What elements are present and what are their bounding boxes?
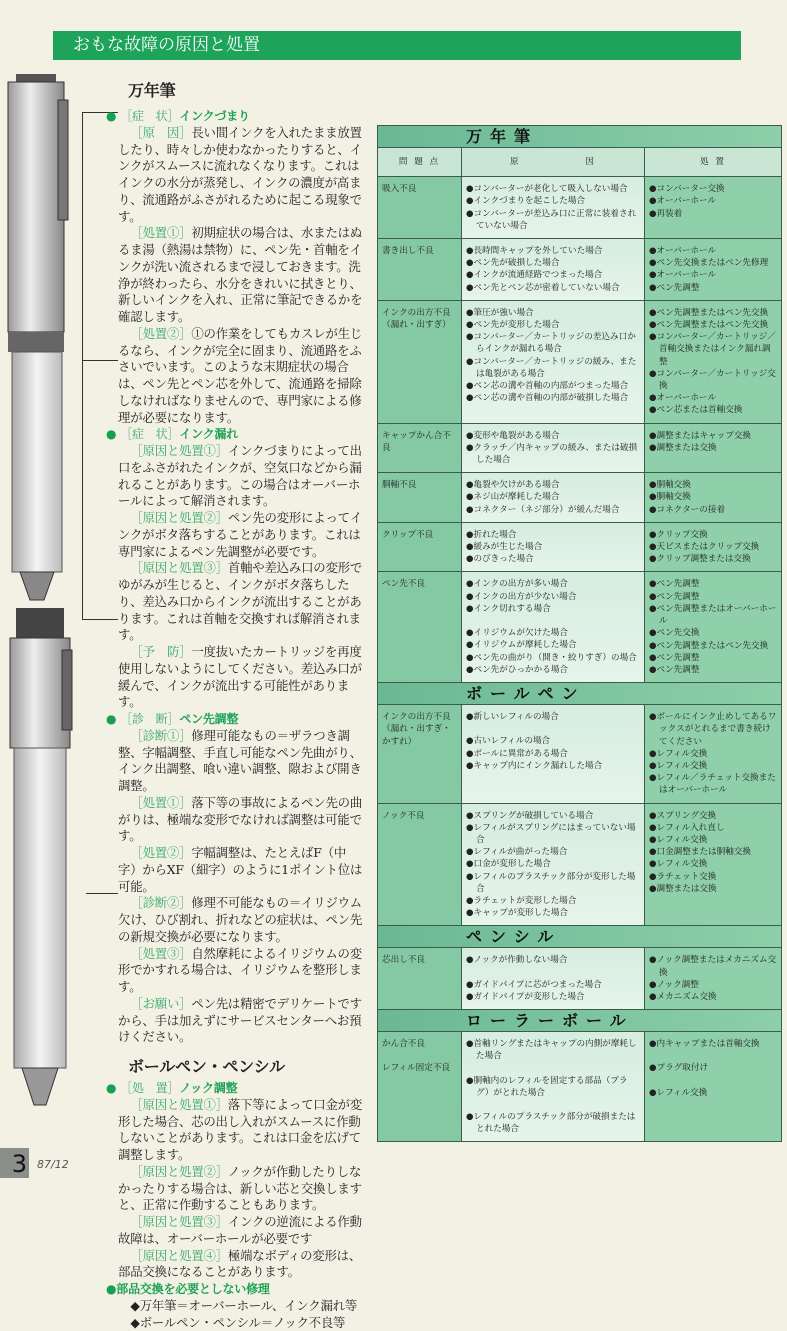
remedy-item: ●胴軸交換 bbox=[649, 479, 777, 491]
remedy-cell bbox=[645, 572, 781, 682]
remedy-item: ●スプリング交換 bbox=[649, 810, 777, 822]
symptom-label: ［処 置］ bbox=[120, 1081, 179, 1095]
problem-label: レフィル固定不良 bbox=[382, 1062, 457, 1074]
remedy-cell bbox=[645, 301, 781, 423]
symptom-heading bbox=[106, 1080, 364, 1097]
cause-cell bbox=[462, 948, 645, 1009]
paragraph-label: ［診断②］ bbox=[130, 895, 191, 910]
remedy-cell bbox=[645, 804, 781, 926]
remedy-item: ●レフィル入れ直し bbox=[649, 822, 777, 834]
paragraph-label: ［予 防］ bbox=[130, 644, 191, 659]
paragraph-text: 一度抜いたカートリッジを再度使用しないようにしてください。差込み口が緩んで、インクが流出する可能性があります。 bbox=[118, 644, 362, 709]
column-header: 原 因 bbox=[462, 148, 645, 176]
paragraph bbox=[118, 1214, 364, 1248]
cause-item: ●レフィルのプラスチック部分が破損またはとれた場合 bbox=[466, 1111, 640, 1135]
remedy-item: ●コンバーター／カートリッジ／首軸交換またはインク漏れ調整 bbox=[649, 331, 777, 368]
paragraph-label: ［原因と処置①］ bbox=[130, 1097, 228, 1112]
cause-item: ●ラチェットが変形した場合 bbox=[466, 895, 640, 907]
paragraph bbox=[118, 728, 364, 795]
paragraph-label: ［原因と処置③］ bbox=[130, 560, 228, 575]
table-row bbox=[378, 948, 781, 1010]
remedy-cell bbox=[645, 705, 781, 802]
cause-item: ●レフィルのプラスチック部分が変形した場合 bbox=[466, 871, 640, 895]
cause-cell bbox=[462, 1032, 645, 1141]
paragraph-label: ［処置②］ bbox=[130, 326, 191, 341]
cause-item: ●口金が変形した場合 bbox=[466, 858, 640, 870]
symptom-name: ノック調整 bbox=[179, 1081, 237, 1095]
paragraph-text: 字幅調整は、たとえばF（中字）からXF（細字）のように1ポイント位は可能。 bbox=[118, 845, 362, 894]
cause-item: ●ガイドパイプに芯がつまった場合 bbox=[466, 979, 640, 991]
problem-cell bbox=[378, 804, 462, 926]
cause-item: ●ペン先の曲がり（開き・絞りすぎ）の場合 bbox=[466, 652, 640, 664]
cause-item: ●長時間キャップを外していた場合 bbox=[466, 245, 640, 257]
table-row bbox=[378, 572, 781, 683]
bullet-icon: ● bbox=[106, 1081, 120, 1095]
page-title: おもな故障の原因と処置 bbox=[53, 31, 741, 60]
paragraph-label: ［お願い］ bbox=[130, 996, 191, 1011]
cause-item: ●インクの出方が少ない場合 bbox=[466, 591, 640, 603]
remedy-item: ●ボールにインク止めしてあるワックスがとれるまで書き続けてください bbox=[649, 711, 777, 748]
cause-item: ●新しいレフィルの場合 bbox=[466, 711, 640, 723]
problem-label: 胴軸不良 bbox=[382, 479, 457, 491]
cause-item: ●コンバーターが差込み口に正常に装着されていない場合 bbox=[466, 208, 640, 232]
paragraph-text: ペン先の変形によってインクがボタ落ちすることがあります。これは専門家によるペン先調整が必要です。 bbox=[118, 510, 362, 559]
bullet-icon: ● bbox=[106, 427, 120, 441]
remedy-item: ●内キャップまたは首軸交換 bbox=[649, 1038, 777, 1050]
paragraph bbox=[118, 560, 364, 644]
remedy-item: ●コンバーター／カートリッジ交換 bbox=[649, 368, 777, 392]
problem-cell bbox=[378, 705, 462, 802]
symptom-label: ［症 状］ bbox=[120, 427, 179, 441]
remedy-item: ●ラチェット交換 bbox=[649, 871, 777, 883]
problem-cell bbox=[378, 177, 462, 238]
remedy-item: ●コネクターの接着 bbox=[649, 504, 777, 516]
paragraph bbox=[118, 996, 364, 1046]
table-row bbox=[378, 424, 781, 474]
remedy-item: ●ペン先調整 bbox=[649, 664, 777, 676]
cause-item: ●コンバーターが老化して吸入しない場合 bbox=[466, 183, 640, 195]
problem-label: キャップかん合不良 bbox=[382, 430, 457, 454]
cause-item: ●緩みが生じた場合 bbox=[466, 541, 640, 553]
symptom-heading bbox=[106, 711, 364, 728]
cause-item: ●古いレフィルの場合 bbox=[466, 735, 640, 747]
paragraph bbox=[118, 895, 364, 945]
remedy-cell bbox=[645, 1032, 781, 1141]
left-text-column bbox=[118, 80, 364, 1331]
paragraph-text: 極端なボディの変形は、部品交換になることがあります。 bbox=[118, 1248, 361, 1280]
cause-item: ●首軸リングまたはキャップの内側が摩耗した場合 bbox=[466, 1038, 640, 1062]
column-header-row bbox=[378, 148, 781, 177]
paragraph bbox=[118, 125, 364, 226]
remedy-item: ●クリップ調整または交換 bbox=[649, 553, 777, 565]
paragraph-text: 落下等の事故によるペン先の曲がりは、極端な変形でなければ調整は可能です。 bbox=[118, 795, 362, 844]
remedy-cell bbox=[645, 523, 781, 572]
paragraph-label: ［処置③］ bbox=[130, 946, 191, 961]
cause-item: ●ペン先が変形した場合 bbox=[466, 319, 640, 331]
problem-cell bbox=[378, 239, 462, 300]
note-title: ●部品交換を必要としない修理 bbox=[106, 1281, 364, 1298]
paragraph-text: インクの逆流による作動故障は、オーバーホールが必要です bbox=[118, 1214, 362, 1246]
remedy-item: ●レフィル／ラチェット交換またはオーバーホール bbox=[649, 772, 777, 796]
table-row bbox=[378, 239, 781, 301]
paragraph bbox=[118, 443, 364, 510]
symptom-heading bbox=[106, 108, 364, 125]
section-header: ローラーボール bbox=[378, 1010, 781, 1032]
cause-item: ●ネジ山が摩耗した場合 bbox=[466, 491, 640, 503]
cause-item: ●インクの出方が多い場合 bbox=[466, 578, 640, 590]
problem-cell bbox=[378, 424, 462, 473]
paragraph bbox=[118, 946, 364, 996]
remedy-item: ●ペン先交換 bbox=[649, 627, 777, 639]
cause-item: ●ペン先がひっかかる場合 bbox=[466, 664, 640, 676]
table-row bbox=[378, 804, 781, 927]
problem-label: かん合不良 bbox=[382, 1038, 457, 1050]
remedy-item: ●レフィル交換 bbox=[649, 858, 777, 870]
paragraph-text: ノックが作動したりしなかったりする場合は、新しい芯と交換しますと、正常に作動することもあります。 bbox=[118, 1164, 362, 1213]
problem-label: 吸入不良 bbox=[382, 183, 457, 195]
section-header: ペンシル bbox=[378, 926, 781, 948]
note-item: ◆ボールペン・ペンシル＝ノック不良等 bbox=[118, 1315, 364, 1331]
leader-line bbox=[86, 893, 118, 894]
remedy-item: ●レフィル交換 bbox=[649, 748, 777, 760]
paragraph-text: ペン先は精密でデリケートですから、手は加えずにサービスセンターへお預けください。 bbox=[118, 996, 362, 1045]
table-row bbox=[378, 177, 781, 239]
cause-item: ●ノックが作動しない場合 bbox=[466, 954, 640, 966]
symptom-name: インクづまり bbox=[179, 109, 250, 123]
cause-item: ●ガイドパイプが変形した場合 bbox=[466, 991, 640, 1003]
cause-item: ●キャップ内にインク漏れした場合 bbox=[466, 760, 640, 772]
cause-cell bbox=[462, 804, 645, 926]
section-header: 万年筆 bbox=[378, 126, 781, 148]
paragraph-label: ［原因と処置②］ bbox=[130, 1164, 228, 1179]
paragraph bbox=[118, 225, 364, 326]
paragraph bbox=[118, 644, 364, 711]
remedy-cell bbox=[645, 473, 781, 522]
remedy-item: ●オーバーホール bbox=[649, 269, 777, 281]
cause-item: ●インクづまりを起こした場合 bbox=[466, 195, 640, 207]
remedy-item: ●レフィル交換 bbox=[649, 1087, 777, 1099]
remedy-item: ●調整またはキャップ交換 bbox=[649, 430, 777, 442]
symptom-label: ［症 状］ bbox=[120, 109, 179, 123]
remedy-cell bbox=[645, 424, 781, 473]
issue-date: 87/12 bbox=[37, 1158, 69, 1171]
problem-cell bbox=[378, 301, 462, 423]
paragraph-label: ［原因と処置③］ bbox=[130, 1214, 228, 1229]
paragraph-text: 首軸や差込み口の変形でゆがみが生じると、インクがボタ落ちしたり、差込み口からインクが流出することがあります。これは首軸を交換すれば解消されます。 bbox=[118, 560, 362, 642]
remedy-item: ●ペン先調整またはペン先交換 bbox=[649, 640, 777, 652]
paragraph-text: 修理不可能なもの＝イリジウム欠け、ひび割れ、折れなどの症状は、ペン先の新規交換が必要になります。 bbox=[118, 895, 362, 944]
remedy-item: ●オーバーホール bbox=[649, 392, 777, 404]
column-header: 処 置 bbox=[645, 148, 781, 176]
remedy-item: ●天ビスまたはクリップ交換 bbox=[649, 541, 777, 553]
symptom-heading bbox=[106, 426, 364, 443]
cause-item: ●ペン芯の溝や首軸の内部がつまった場合 bbox=[466, 380, 640, 392]
remedy-item: ●レフィル交換 bbox=[649, 760, 777, 772]
cause-item: ●キャップが変形した場合 bbox=[466, 907, 640, 919]
cause-cell bbox=[462, 523, 645, 572]
page-number: 3 bbox=[0, 1148, 29, 1178]
paragraph bbox=[118, 1248, 364, 1282]
cause-item: ●コンバーター／カートリッジの緩み、または亀裂がある場合 bbox=[466, 356, 640, 380]
cause-item: ●イリジウムが摩耗した場合 bbox=[466, 639, 640, 651]
paragraph-text: 自然摩耗によるイリジウムの変形でかすれる場合は、イリジウムを整形します。 bbox=[118, 946, 362, 995]
ballpoint-section bbox=[118, 1056, 364, 1331]
cause-item: ●ペン先とペン芯が密着していない場合 bbox=[466, 282, 640, 294]
remedy-item: ●ペン先調整またはオーバーホール bbox=[649, 603, 777, 627]
remedy-item: ●レフィル交換 bbox=[649, 834, 777, 846]
cause-cell bbox=[462, 705, 645, 802]
fountain-pen-section bbox=[118, 80, 364, 1046]
remedy-item: ●調整または交換 bbox=[649, 442, 777, 454]
problem-cell bbox=[378, 473, 462, 522]
cause-cell bbox=[462, 301, 645, 423]
remedy-item: ●ペン先調整またはペン先交換 bbox=[649, 307, 777, 319]
cause-item: ●インク切れする場合 bbox=[466, 603, 640, 615]
remedy-item: ●プラグ取付け bbox=[649, 1062, 777, 1074]
leader-line bbox=[82, 360, 118, 361]
remedy-item: ●ペン先調整またはペン先交換 bbox=[649, 319, 777, 331]
remedy-item: ●ペン先調整 bbox=[649, 652, 777, 664]
cause-item: ●のびきった場合 bbox=[466, 553, 640, 565]
remedy-cell bbox=[645, 948, 781, 1009]
pen-illustrations bbox=[0, 60, 100, 1130]
note-item: ◆万年筆＝オーバーホール、インク漏れ等 bbox=[118, 1298, 364, 1315]
problem-cell bbox=[378, 523, 462, 572]
cause-item: ●胴軸内のレフィルを固定する部品（プラグ）がとれた場合 bbox=[466, 1075, 640, 1099]
column-header: 問 題 点 bbox=[378, 148, 462, 176]
cause-item: ●イリジウムが欠けた場合 bbox=[466, 627, 640, 639]
paragraph-label: ［処置①］ bbox=[130, 225, 191, 240]
remedy-item: ●ペン芯または首軸交換 bbox=[649, 404, 777, 416]
remedy-item: ●再装着 bbox=[649, 208, 777, 220]
problem-label: ノック不良 bbox=[382, 810, 457, 822]
symptom-name: インク漏れ bbox=[179, 427, 238, 441]
remedy-item: ●メカニズム交換 bbox=[649, 991, 777, 1003]
paragraph-text: ①の作業をしてもカスレが生じるなら、インクが完全に固まり、流通路をふさいでいます。このような末期症状の場合は、ペン先とペン芯を外して、流通路を掃除しなければなりませんので、専門家による修理が必要になります。 bbox=[118, 326, 362, 425]
section-heading: ボールペン・ペンシル bbox=[128, 1056, 364, 1078]
problem-label: インクの出方不良（漏れ・出すぎ） bbox=[382, 307, 457, 331]
paragraph bbox=[118, 1164, 364, 1214]
paragraph-label: ［原 因］ bbox=[130, 125, 191, 140]
remedy-cell bbox=[645, 177, 781, 238]
paragraph-label: ［原因と処置①］ bbox=[130, 443, 228, 458]
problem-label: インクの出方不良（漏れ・出すぎ・かすれ） bbox=[382, 711, 457, 748]
cause-item: ●ペン芯の溝や首軸の内部が破損した場合 bbox=[466, 392, 640, 404]
cause-item: ●コンバーター／カートリッジの差込み口からインクが漏れる場合 bbox=[466, 331, 640, 355]
section-heading: 万年筆 bbox=[128, 80, 364, 102]
remedy-item: ●ノック調整またはメカニズム交換 bbox=[649, 954, 777, 978]
paragraph-text: 初期症状の場合は、水またはぬるま湯（熱湯は禁物）に、ペン先・首軸をインクが洗い流されるまで浸しておきます。洗浄が終わったら、水分をきれいに拭きとり、新しいインクを入れ、正常に筆記できるかを確認します。 bbox=[118, 225, 362, 324]
paragraph-label: ［原因と処置②］ bbox=[130, 510, 228, 525]
cause-item: ●コネクター（ネジ部分）が緩んだ場合 bbox=[466, 504, 640, 516]
cause-item: ●折れた場合 bbox=[466, 529, 640, 541]
troubleshooting-table bbox=[377, 125, 782, 1142]
ballpoint-pen-icon bbox=[10, 608, 72, 1105]
cause-item: ●ペン先が破損した場合 bbox=[466, 257, 640, 269]
remedy-item: ●調整または交換 bbox=[649, 883, 777, 895]
cause-item: ●インクが流通経路でつまった場合 bbox=[466, 269, 640, 281]
remedy-item: ●ペン先調整 bbox=[649, 591, 777, 603]
remedy-item: ●ペン先調整 bbox=[649, 578, 777, 590]
remedy-item: ●ノック調整 bbox=[649, 979, 777, 991]
cause-item: ●亀裂や欠けがある場合 bbox=[466, 479, 640, 491]
paragraph-text: 修理可能なもの＝ザラつき調整、字幅調整、手直し可能なペン先曲がり、インク出調整、喰い違い調整、隙および開き調整。 bbox=[118, 728, 362, 793]
cause-cell bbox=[462, 424, 645, 473]
cause-item: ●クラッチ／内キャップの緩み、または破損した場合 bbox=[466, 442, 640, 466]
remedy-item: ●胴軸交換 bbox=[649, 491, 777, 503]
remedy-item: ●オーバーホール bbox=[649, 245, 777, 257]
bullet-icon: ● bbox=[106, 712, 120, 726]
cause-item: ●筆圧が強い場合 bbox=[466, 307, 640, 319]
symptom-label: ［診 断］ bbox=[120, 712, 179, 726]
remedy-item: ●オーバーホール bbox=[649, 195, 777, 207]
paragraph-text: 落下等によって口金が変形した場合、芯の出し入れがスムースに作動しないことがあります。これは口金を広げて調整します。 bbox=[118, 1097, 362, 1162]
paragraph bbox=[118, 795, 364, 845]
paragraph bbox=[118, 510, 364, 560]
cause-item: ●変形や亀裂がある場合 bbox=[466, 430, 640, 442]
problem-label: 芯出し不良 bbox=[382, 954, 457, 966]
paragraph-label: ［原因と処置④］ bbox=[130, 1248, 228, 1263]
cause-cell bbox=[462, 239, 645, 300]
table-row bbox=[378, 1032, 781, 1141]
problem-label: クリップ不良 bbox=[382, 529, 457, 541]
bullet-icon: ● bbox=[106, 109, 120, 123]
paragraph-label: ［診断①］ bbox=[130, 728, 191, 743]
problem-cell bbox=[378, 572, 462, 682]
paragraph-text: インクづまりによって出口をふさがれたインクが、空気口などから漏れることがあります。この場合はオーバーホールによって解消されます。 bbox=[118, 443, 362, 508]
cause-item: ●ボールに異常がある場合 bbox=[466, 748, 640, 760]
remedy-item: ●口金調整または胴軸交換 bbox=[649, 846, 777, 858]
paragraph-label: ［処置②］ bbox=[130, 845, 191, 860]
cause-cell bbox=[462, 177, 645, 238]
paragraph-text: 長い間インクを入れたまま放置したり、時々しか使わなかったりすると、インクがスムースに流れなくなります。これはインクの水分が蒸発し、インクの濃度が高まり、流通路がふさがれるために起こる現象です。 bbox=[118, 125, 362, 224]
table-row bbox=[378, 473, 781, 523]
paragraph bbox=[118, 1097, 364, 1164]
remedy-item: ●ペン先交換またはペン先修理 bbox=[649, 257, 777, 269]
cause-cell bbox=[462, 473, 645, 522]
problem-cell bbox=[378, 1032, 462, 1141]
table-row bbox=[378, 301, 781, 424]
remedy-item: ●クリップ交換 bbox=[649, 529, 777, 541]
problem-label: ペン先不良 bbox=[382, 578, 457, 590]
leader-line bbox=[82, 619, 118, 620]
problem-cell bbox=[378, 948, 462, 1009]
table-row bbox=[378, 705, 781, 803]
paragraph bbox=[118, 326, 364, 427]
remedy-item: ●コンバーター交換 bbox=[649, 183, 777, 195]
problem-label: 書き出し不良 bbox=[382, 245, 457, 257]
table-row bbox=[378, 523, 781, 573]
cause-item: ●スプリングが破損している場合 bbox=[466, 810, 640, 822]
cause-item: ●レフィルが曲がった場合 bbox=[466, 846, 640, 858]
fountain-pen-icon bbox=[8, 74, 68, 600]
remedy-item: ●ペン先調整 bbox=[649, 282, 777, 294]
paragraph-label: ［処置①］ bbox=[130, 795, 191, 810]
remedy-cell bbox=[645, 239, 781, 300]
leader-line bbox=[82, 112, 83, 620]
cause-item: ●レフィルがスプリングにはまっていない場合 bbox=[466, 822, 640, 846]
paragraph bbox=[118, 845, 364, 895]
section-header: ボールペン bbox=[378, 683, 781, 705]
cause-cell bbox=[462, 572, 645, 682]
symptom-name: ペン先調整 bbox=[179, 712, 238, 726]
